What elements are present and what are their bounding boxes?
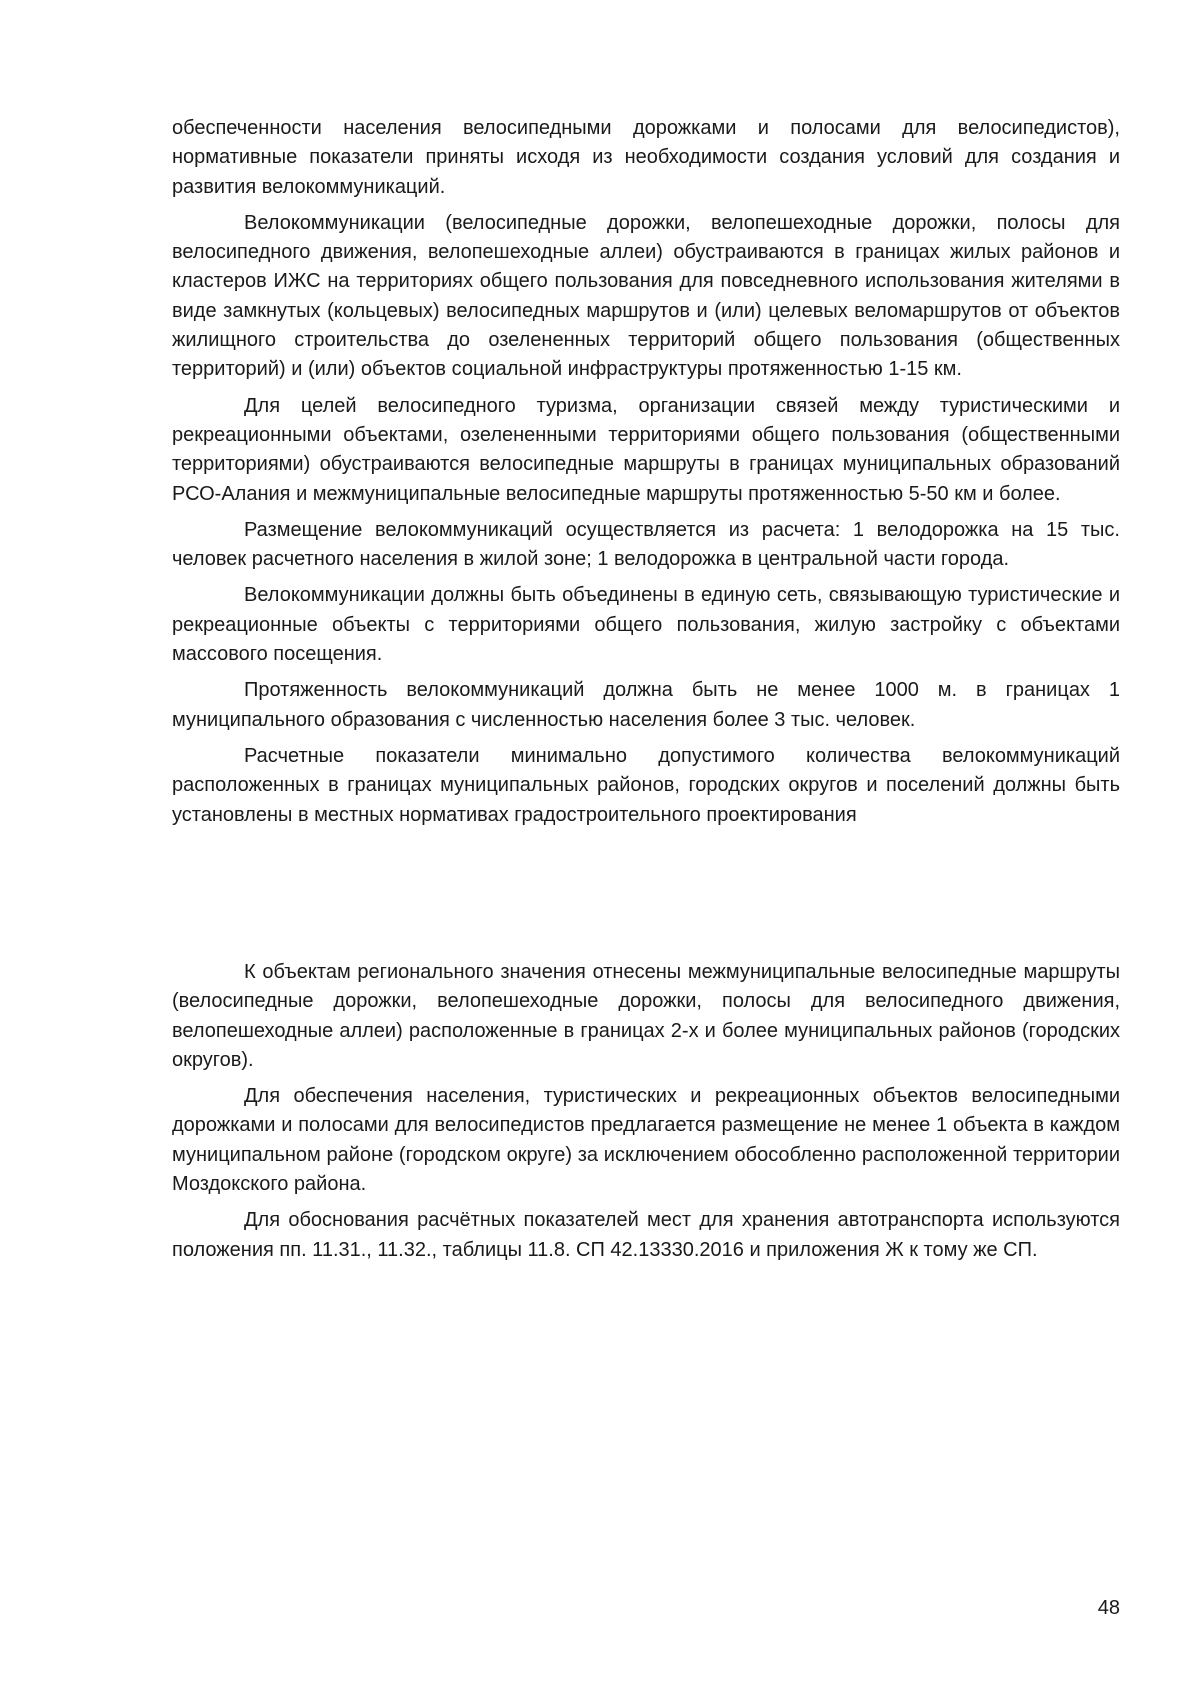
paragraph: Велокоммуникации (велосипедные дорожки, велопешеходные дорожки, полосы для велосипедного движения, велопешеходные аллеи) обустраиваются в границах жилых районов и кластеров ИЖС на территориях общего пользования для повседневного использования жителями в виде замкнутых (кольцевых) велосипедных маршрутов и (или) целевых веломаршрутов от объектов жилищного строительства до озелененных территорий общего пользования (общественных территорий) и (или) объектов социальной инфраструктуры протяженностью 1-15 км. bbox=[172, 211, 1120, 381]
text-block-lower bbox=[172, 958, 1120, 1272]
page-number: 48 bbox=[1097, 1597, 1120, 1619]
paragraph: Велокоммуникации должны быть объединены в единую сеть, связывающую туристические и рекреационные объекты с территориями общего пользования, жилую застройку с объектами массового посещения. bbox=[172, 584, 1120, 666]
paragraph: Протяженность велокоммуникаций должна быть не менее 1000 м. в границах 1 муниципального образования с численностью населения более 3 тыс. человек. bbox=[172, 679, 1120, 731]
paragraph: Размещение велокоммуникаций осуществляется из расчета: 1 велодорожка на 15 тыс. человек расчетного населения в жилой зоне; 1 велодорожка в центральной части города. bbox=[172, 518, 1120, 571]
paragraph: Для обоснования расчётных показателей мест для хранения автотранспорта используются положения пп. 11.31., 11.32., таблицы 11.8. СП 42.13330.2016 и приложения Ж к тому же СП. bbox=[172, 1209, 1120, 1261]
paragraph: Для обеспечения населения, туристических и рекреационных объектов велосипедными дорожками и полосами для велосипедистов предлагается размещение не менее 1 объекта в каждом муниципальном районе (городском округе) за исключением обособленно расположенной территории Моздокского района. bbox=[172, 1085, 1120, 1196]
text-block-upper bbox=[172, 114, 1120, 837]
paragraph: Расчетные показатели минимально допустимого количества велокоммуникаций расположенных в границах муниципальных районов, городских округов и поселений должны быть установлены в местных нормативах градостроительного проектирования bbox=[172, 744, 1120, 826]
paragraph: К объектам регионального значения отнесены межмуниципальные велосипедные маршруты (велосипедные дорожки, велопешеходные дорожки, полосы для велосипедного движения, велопешеходные аллеи) расположенные в границах 2-х и более муниципальных районов (городских округов). bbox=[172, 961, 1120, 1071]
paragraph: обеспеченности населения велосипедными дорожками и полосами для велосипедистов), нормативные показатели приняты исходя из необходимости создания условий для создания и развития велокоммуникаций. bbox=[172, 117, 1120, 198]
paragraph: Для целей велосипедного туризма, организации связей между туристическими и рекреационными объектами, озелененными территориями общего пользования (общественными территориями) обустраиваются велосипедные маршруты в границах муниципальных образований РСО-Алания и межмуниципальные велосипедные маршруты протяженностью 5-50 км и более. bbox=[172, 394, 1120, 505]
